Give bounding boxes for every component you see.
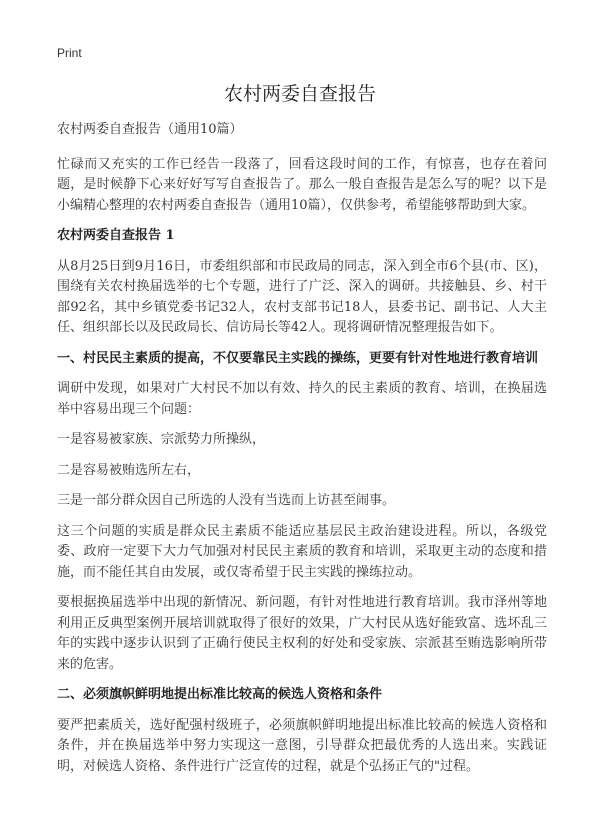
section-heading: 一、村民民主素质的提高，不仅要靠民主实践的操练，更要有针对性地进行教育培训 bbox=[57, 350, 539, 366]
page-title: 农村两委自查报告 bbox=[223, 83, 376, 105]
paragraph: 二是容易被贿选所左右， bbox=[57, 462, 201, 478]
paragraph: 从8月25日到9月16日，市委组织部和市民政局的同志，深入到全市6个县(市、区)，围绕有关农村换届选举的七个专题，进行了广泛、深入的调研。共接触县、乡、村干部92名，其中乡镇党委书记32人，农村支部书记18人，县委书记、副书记、人大主任、组织部长以及民政局长、信访局长等42人。现将调研情况整理报告如下。 bbox=[57, 258, 547, 335]
document-subtitle: 农村两委自查报告（通用10篇） bbox=[57, 122, 243, 137]
paragraph: 要根据换届选举中出现的新情况、新问题，有针对性地进行教育培训。我市泽州等地利用正反典型案例开展培训就取得了很好的效果，广大村民从选好能致富、选坏乱三年的实践中逐步认识到了正确行使民主权利的好处和受家族、宗派甚至贿选影响所带来的危害。 bbox=[57, 595, 547, 672]
print-link[interactable]: Print bbox=[57, 46, 82, 60]
paragraph: 忙碌而又充实的工作已经告一段落了，回看这段时间的工作，有惊喜，也存在着问题，是时候静下心来好好写写自查报告了。那么一般自查报告是怎么写的呢？以下是小编精心整理的农村两委自查报告（通用10篇），仅供参考，希望能够帮助到大家。 bbox=[57, 156, 547, 213]
document-blocks bbox=[57, 155, 547, 778]
section-heading: 农村两委自查报告 1 bbox=[57, 228, 175, 243]
paragraph: 要严把素质关，选好配强村级班子，必须旗帜鲜明地提出标准比较高的候选人资格和条件，并在换届选举中努力实现这一意图，引导群众把最优秀的人选出来。实践证明，对候选人资格、条件进行广泛宣传的过程，就是个弘扬正气的"过程。 bbox=[57, 717, 547, 774]
paragraph: 调研中发现，如果对广大村民不加以有效、持久的民主素质的教育、培训，在换届选举中容易出现三个问题： bbox=[57, 381, 547, 417]
paragraph: 一是容易被家族、宗派势力所操纵， bbox=[57, 432, 266, 447]
section-heading: 二、必须旗帜鲜明地提出标准比较高的候选人资格和条件 bbox=[57, 687, 383, 702]
document-body bbox=[57, 120, 547, 787]
paragraph: 这三个问题的实质是群众民主素质不能适应基层民主政治建设进程。所以，各级党委、政府一定要下大力气加强对村民民主素质的教育和培训，采取更主动的态度和措施，而不能任其自由发展，或仅寄希望于民主实践的操练拉动。 bbox=[57, 523, 547, 580]
paragraph: 三是一部分群众因自己所选的人没有当选而上访甚至闹事。 bbox=[57, 493, 396, 508]
